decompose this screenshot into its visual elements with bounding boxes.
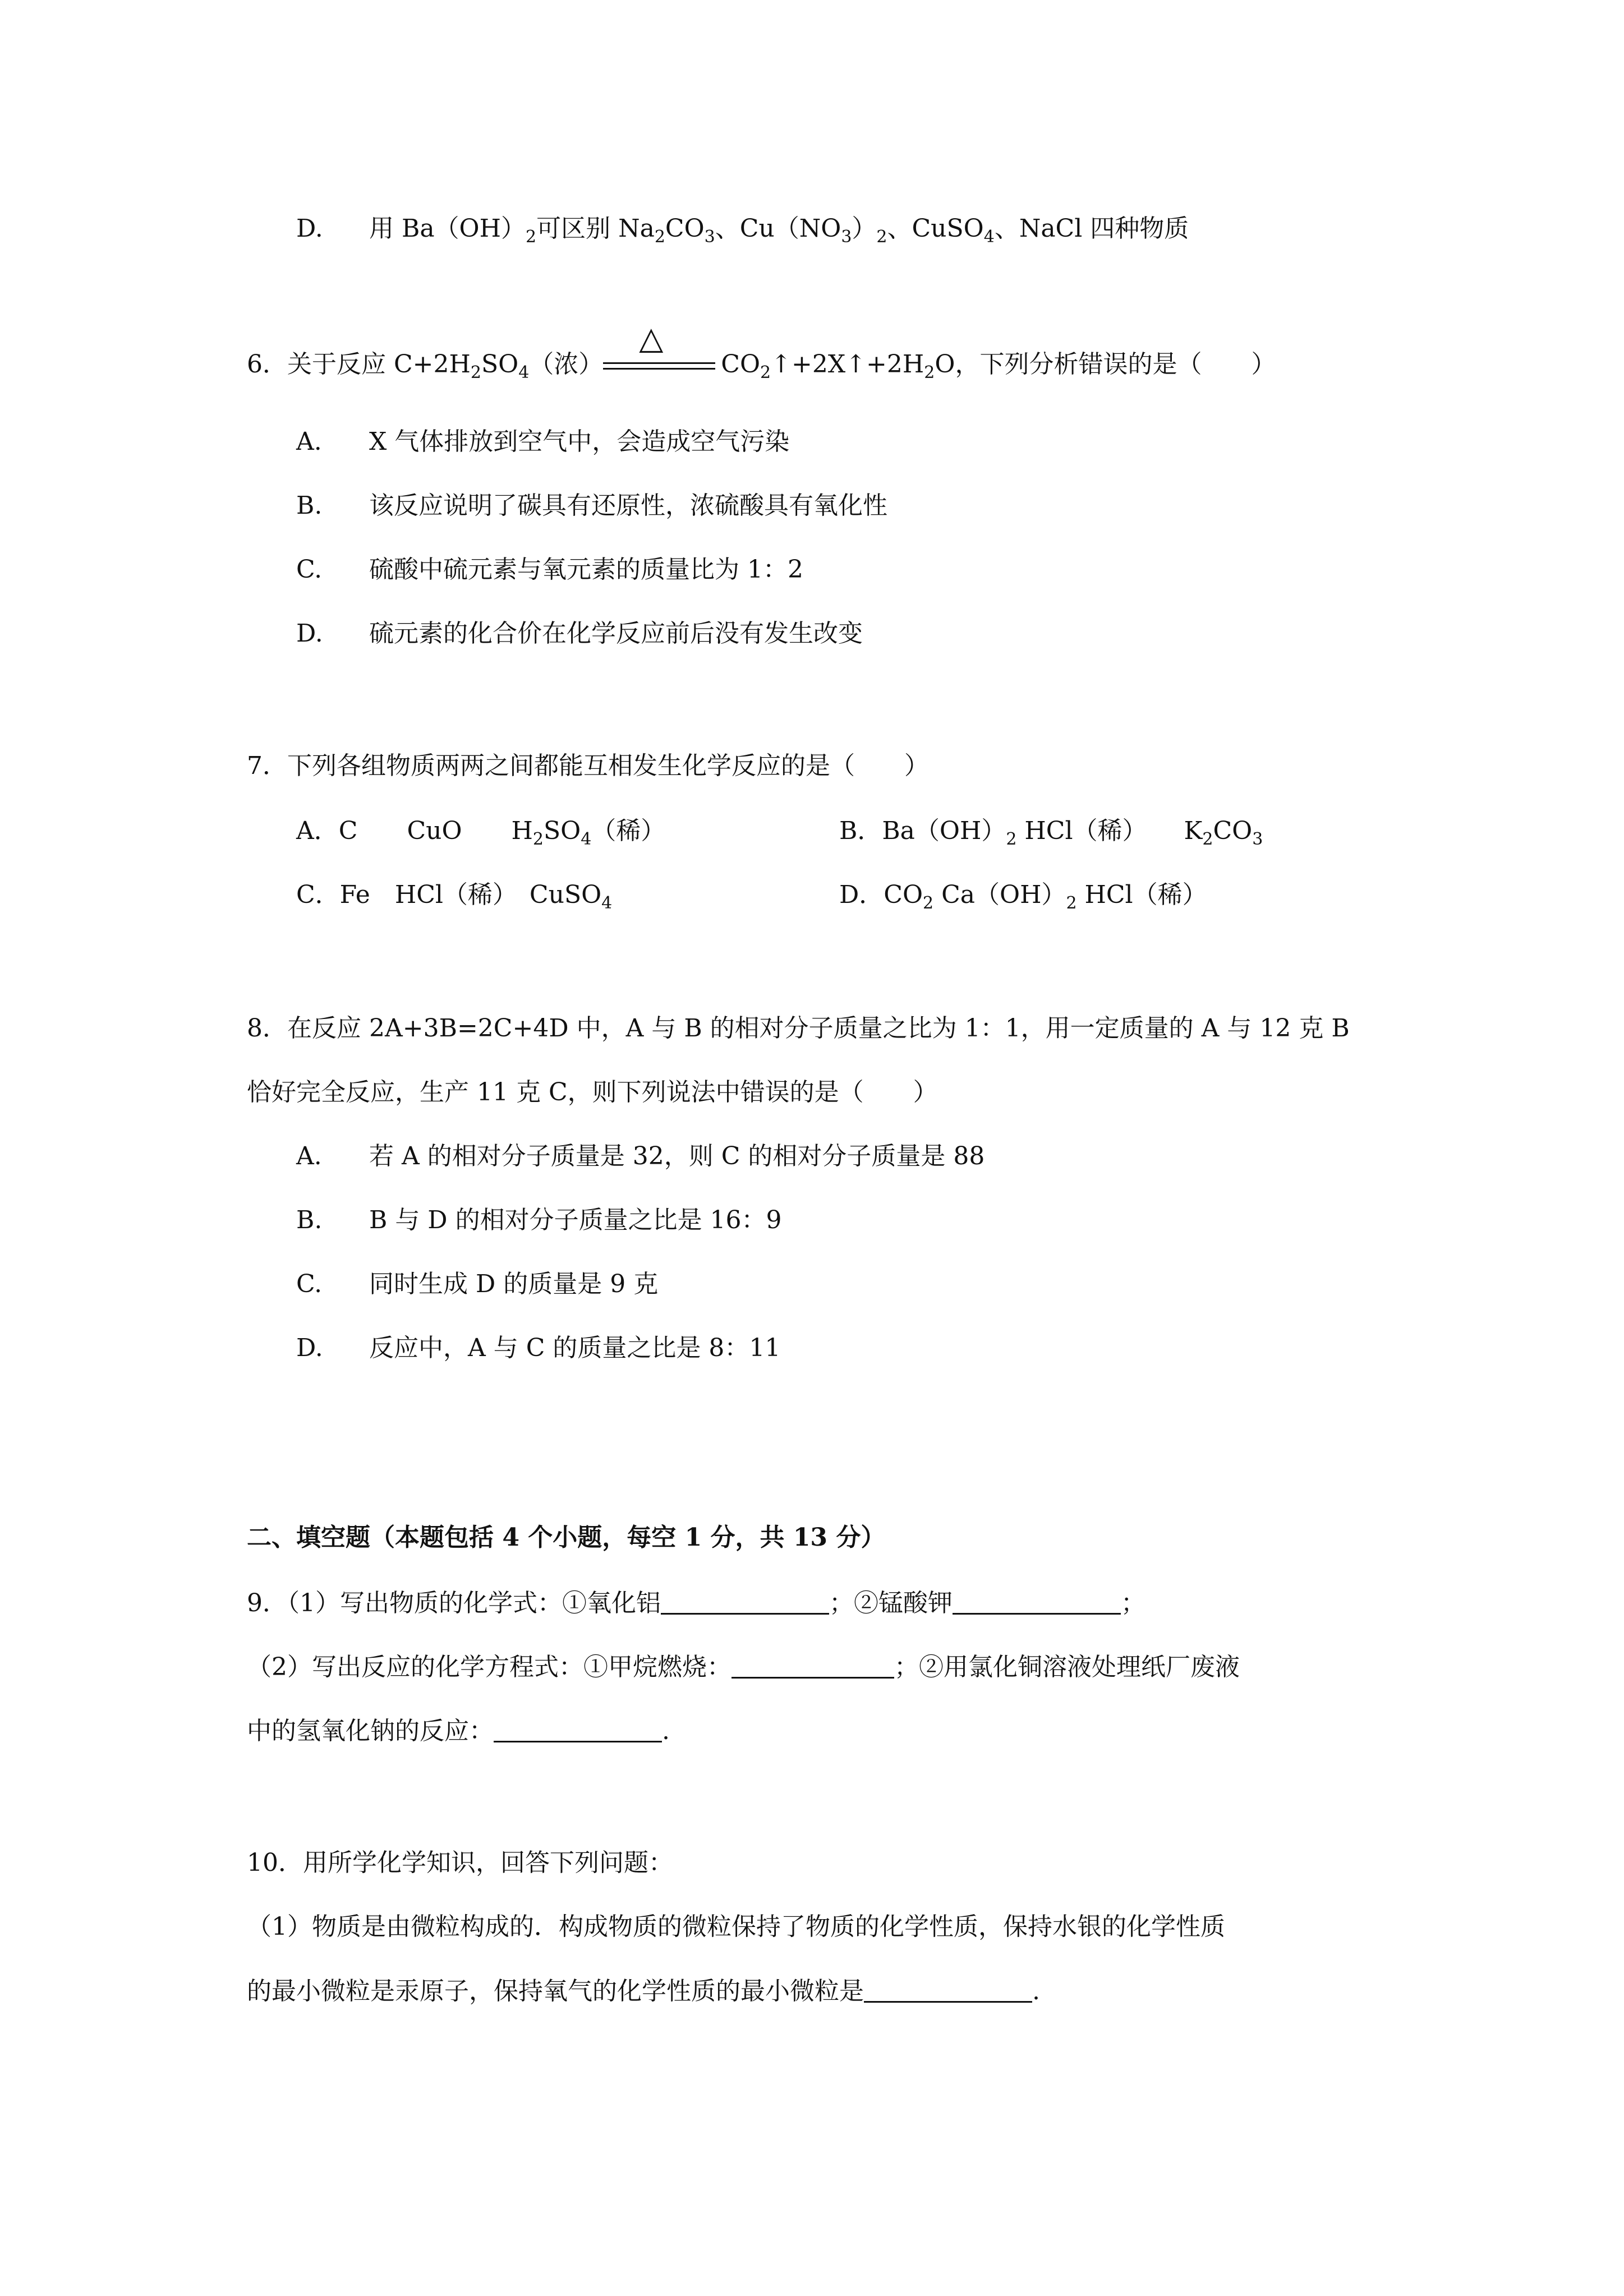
option-text: 同时生成 D 的质量是 9 克 <box>369 1270 659 1298</box>
option-label: B. <box>296 491 323 520</box>
q6-option-a <box>296 427 790 456</box>
q8-stem-line1: 8．在反应 2A+3B=2C+4D 中，A 与 B 的相对分子质量之比为 1：1，用一定质量的 A 与 12 克 B <box>247 1014 1350 1043</box>
subscript: 2 <box>470 363 481 382</box>
subscript: 2 <box>760 363 771 382</box>
q5-option-d <box>296 214 1189 247</box>
subscript: 4 <box>983 227 995 247</box>
text: HCl（稀） <box>1076 880 1207 909</box>
q8-stem-line2: 恰好完全反应，生产 11 克 C，则下列说法中错误的是（ ） <box>247 1078 938 1106</box>
text: 中的氢氧化钠的反应： <box>247 1717 494 1745</box>
option-text: 硫元素的化合价在化学反应前后没有发生改变 <box>369 619 863 648</box>
equals-line-bottom <box>603 368 715 370</box>
text: SO <box>481 350 519 379</box>
q8-option-a <box>296 1144 984 1169</box>
q7-option-d <box>839 880 1207 913</box>
text: C．Fe HCl（稀） CuSO <box>296 880 602 909</box>
text: CO <box>665 214 705 243</box>
section-heading: 二、填空题（本题包括 4 个小题，每空 1 分，共 13 分） <box>247 1523 886 1552</box>
text: （浓） <box>529 350 604 379</box>
text: ； <box>1121 1589 1145 1617</box>
text: CO <box>1213 817 1253 845</box>
q8-option-b <box>296 1208 782 1233</box>
q6-option-d <box>296 621 863 646</box>
subscript: 3 <box>704 227 715 247</box>
text: （2）写出反应的化学方程式：①甲烷燃烧： <box>247 1653 732 1681</box>
answer-blank[interactable] <box>732 1654 894 1679</box>
equals-line-top <box>603 362 715 364</box>
answer-blank[interactable] <box>661 1590 829 1615</box>
option-label: C. <box>296 555 323 584</box>
text: 、Cu（NO <box>715 214 841 243</box>
q7-option-c <box>296 880 613 913</box>
subscript: 2 <box>1066 893 1077 913</box>
option-text: X 气体排放到空气中，会造成空气污染 <box>369 427 790 456</box>
subscript: 2 <box>532 829 544 849</box>
option-label: D. <box>296 619 323 648</box>
answer-blank[interactable] <box>864 1979 1032 2003</box>
subscript: 2 <box>876 227 887 247</box>
text: 9．（1）写出物质的化学式：①氧化铝 <box>247 1589 661 1617</box>
q7-option-a <box>296 817 666 849</box>
option-label: D. <box>296 1334 323 1362</box>
option-text: 若 A 的相对分子质量是 32，则 C 的相对分子质量是 88 <box>369 1142 985 1170</box>
text: 、NaCl 四种物质 <box>994 214 1189 243</box>
q10-stem: 10．用所学化学知识，回答下列问题： <box>247 1848 673 1877</box>
text: CO <box>721 350 761 379</box>
answer-blank[interactable] <box>494 1718 662 1742</box>
answer-blank[interactable] <box>953 1590 1121 1615</box>
text: 、CuSO <box>887 214 984 243</box>
text: （稀） <box>591 817 666 845</box>
q8-option-c <box>296 1272 658 1297</box>
q7-stem: 7．下列各组物质两两之间都能互相发生化学反应的是（ ） <box>247 751 929 780</box>
option-text: B 与 D 的相对分子质量之比是 16：9 <box>369 1206 782 1234</box>
q8-option-d <box>296 1336 780 1361</box>
text: ↑+2X↑+2H <box>771 350 924 379</box>
q9-line1 <box>247 1590 1145 1616</box>
option-label: D. <box>296 214 323 243</box>
subscript: 4 <box>518 363 530 382</box>
q10-line3 <box>247 1979 1040 2004</box>
q6-option-c <box>296 557 803 582</box>
option-text: 该反应说明了碳具有还原性，浓硫酸具有氧化性 <box>369 491 887 520</box>
text: 用 Ba（OH） <box>369 214 526 243</box>
text: 的最小微粒是汞原子，保持氧气的化学性质的最小微粒是 <box>247 1977 864 2005</box>
subscript: 2 <box>654 227 665 247</box>
text: ） <box>852 214 877 243</box>
option-text: 硫酸中硫元素与氧元素的质量比为 1：2 <box>369 555 803 584</box>
subscript: 2 <box>526 227 537 247</box>
option-label: C. <box>296 1270 323 1298</box>
q9-line2 <box>247 1654 1240 1680</box>
text: Ca（OH） <box>933 880 1066 909</box>
subscript: 4 <box>601 893 613 913</box>
subscript: 3 <box>1252 829 1263 849</box>
subscript: 2 <box>1202 829 1213 849</box>
q10-line2: （1）物质是由微粒构成的．构成物质的微粒保持了物质的化学性质，保持水银的化学性质 <box>247 1912 1225 1941</box>
option-label: B. <box>296 1206 323 1234</box>
text: 6．关于反应 C+2H <box>247 350 471 379</box>
heat-icon: △ <box>639 320 664 357</box>
text: D．CO <box>839 880 923 909</box>
option-label: A. <box>296 427 322 456</box>
subscript: 3 <box>841 227 852 247</box>
subscript: 2 <box>1006 829 1017 849</box>
text: A．C CuO H <box>296 817 533 845</box>
text: ；②用氯化铜溶液处理纸厂废液 <box>894 1653 1240 1681</box>
text: SO <box>543 817 581 845</box>
q7-option-b <box>839 817 1263 849</box>
text: HCl（稀） K <box>1016 817 1203 845</box>
q9-line3 <box>247 1718 670 1744</box>
subscript: 4 <box>581 829 592 849</box>
text: . <box>1032 1977 1040 2005</box>
text: 可区别 Na <box>536 214 655 243</box>
subscript: 2 <box>923 893 934 913</box>
text: . <box>662 1717 670 1745</box>
subscript: 2 <box>924 363 935 382</box>
option-label: A. <box>296 1142 322 1170</box>
q6-option-b <box>296 491 887 520</box>
text: O，下列分析错误的是（ ） <box>935 350 1276 379</box>
text: B．Ba（OH） <box>839 817 1006 845</box>
text: ；②锰酸钾 <box>829 1589 953 1617</box>
q6-stem <box>247 320 1276 382</box>
option-text: 反应中，A 与 C 的质量之比是 8：11 <box>369 1334 781 1362</box>
reaction-condition <box>603 320 721 375</box>
